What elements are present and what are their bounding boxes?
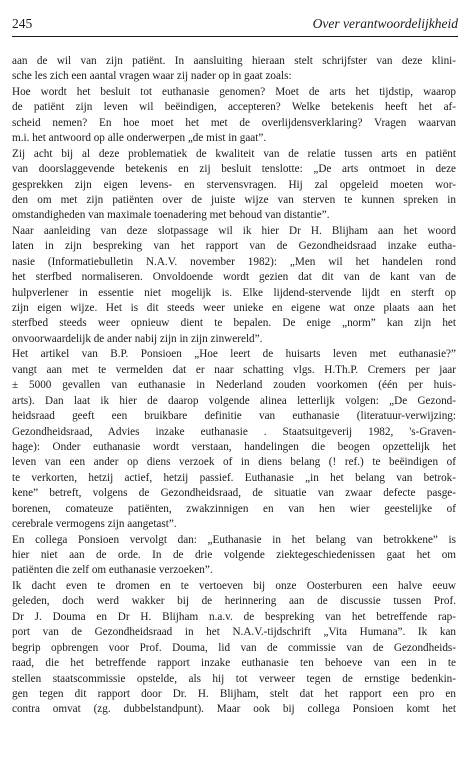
text-line: gen tegen dit rapport door Dr. H. Blijham, stelt dat het rapport een pro en [12,687,456,700]
text-line: laten in zijn bespreking van het rapport van de Gezondheidsraad inzake eutha- [12,240,456,253]
text-line: leven van een ander op diens verzoek of in diens belang (! ref.) te beëindigen of [12,456,456,469]
text-line: hulpverlener in essentie niet mogelijk is. Elke lijdend-stervende lijdt en sterft op [12,286,456,299]
text-line: Het artikel van B.P. Ponsioen „Hoe leert de huisarts leven met euthanasie?” [12,348,456,361]
text-line: Hoe wordt het besluit tot euthanasie genomen? Moet de arts het tijdstip, waarop [12,85,456,98]
text-line: te verkorten, hetzij actief, hetzij passief. Euthanasie „in het belang van betrok- [12,471,456,484]
text-line: kene” betreft, volgens de Gezondheidsraad, de situatie van zwaar defecte pasge- [12,487,456,500]
text-line: omstandigheden van maximale toenadering met behoud van distantie”. [12,209,330,222]
text-line: arts). Dan laat ik hier de daarop volgende alinea letterlijk volgen: „De Gezond- [12,394,456,407]
text-line: patiënten die zelf om euthanasie verzoeken”. [12,564,213,577]
text-line: hage): Onder euthanasie wordt verstaan, handelingen die beogen opzettelijk het [12,440,456,453]
text-line: Ik dacht even te dromen en te vertoeven bij onze Oosterburen een halve eeuw [12,579,456,592]
text-line: het sterfbed normaliseren. Onvoldoende wordt gezien dat dit van de kant van de [12,271,456,284]
body-text [12,54,456,718]
text-line: vangt aan met te vermelden dat er naar schatting vlgs. H.Th.P. Cremers per jaar [12,363,456,376]
text-line: aan de wil van zijn patiënt. In aansluiting hieraan stelt schrijfster van deze klini- [12,55,456,67]
text-line: raad, die het betreffende rapport inzake euthanasie ten behoeve van een in te [12,657,456,670]
text-line: nasie (Informatiebulletin N.A.V. november 1982): „Men wil het handelen rond [12,255,456,268]
text-line: geleden, doch werd wakker bij de herinnering aan de discussie tussen Prof. [12,595,456,608]
text-line: hier niet aan de orde. In de drie volgende ziektegeschiedenissen gaat het om [12,549,456,561]
text-line: En collega Ponsioen vervolgt dan: „Euthanasie in het belang van betrokkene” is [12,533,456,546]
text-line: begrip opbrengen voor Prof. Douma, lid van de commissie van de Gezondheids- [12,641,456,654]
text-line: m.i. het antwoord op alle onderwerpen „de mist in gaat”. [12,132,267,145]
header-rule [12,36,458,37]
text-line: Dr J. Douma en Dr H. Blijham n.a.v. de bespreking van het betreffende rap- [12,610,456,623]
text-line: sche les zich een aantal vragen waar zij nader op in gaat zoals: [12,70,292,83]
text-line: borenen, comateuze patiënten, zwakzinnigen en van hen wier geestelijke of [12,502,456,515]
text-line: stellen staatscommissie opstelde, als hij tot verweer tegen de ernstige bedenkin- [12,672,456,685]
text-line: sterfbed steeds weer opnieuw dient te bepalen. De enige „norm” kan zijn het [12,317,456,330]
text-line: port van de Gezondheidsraad in het N.A.V.-tijdschrift „Vita Humana”. Ik kan [12,626,456,639]
text-line: van doorslaggevende betekenis en zij besluit tenslotte: „De arts ontmoet in deze [12,163,456,176]
text-line: de patiënt zijn leven wil beëindigen, accepteren? Welke betekenis heeft het af- [12,101,456,114]
text-line: cerebrale vermogens zijn aangetast”. [12,518,177,531]
text-line: scheid nemen? En hoe moet het met de overlijdensverklaring? Vragen waarvan [12,116,456,129]
text-line: Naar aanleiding van deze slotpassage wil ik hier Dr H. Blijham aan het woord [12,224,456,237]
text-line: gesprekken zijn eigen levens- en stervensvragen. Hij zal opgeleid moeten wor- [12,178,456,191]
text-line: ± 5000 gevallen van euthanasie in Nederland zouden voorkomen (één per huis- [12,379,456,392]
text-line: den om met zijn patiënten over de juiste wijze van sterven te kunnen spreken in [12,193,456,206]
page-number: 245 [12,16,33,31]
running-header [12,14,458,34]
text-line: Gezondheidsraad, Advies inzake euthanasie . Staatsuitgeverij 1982, 's-Graven- [12,425,456,438]
text-line: onvoorwaardelijk de ander nabij zijn in zijn zinwereld”. [12,332,263,345]
text-line: heidsraad geeft een bruikbare definitie van euthanasie (literatuur-verwijzing: [12,410,456,423]
running-title: Over verantwoordelijkheid [312,16,458,31]
text-line: zijn eigen wijze. Het is dit steeds weer unieke en eigene wat onze plaats aan het [12,302,456,314]
text-line: Zij acht bij al deze problematiek de kwaliteit van de relatie tussen arts en patiënt [12,147,456,160]
text-line: contra omvat (zg. dubbelstandpunt). Maar ook bij collega Ponsioen komt het [12,703,456,716]
